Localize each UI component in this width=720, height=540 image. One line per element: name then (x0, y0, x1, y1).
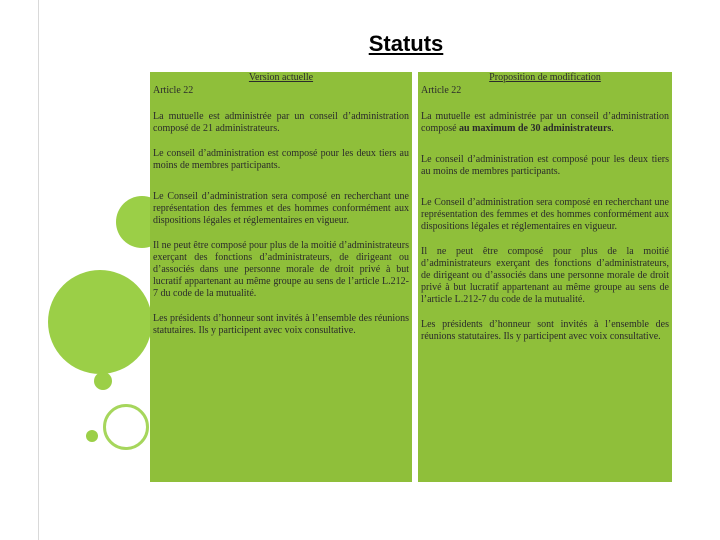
proposed-paragraph-3: Le Conseil d’administration sera composé en recherchant une représentation des femmes et des hommes conformément aux dispositions légales et réglementaires en vigueur. (421, 197, 669, 232)
proposed-paragraph-4: Il ne peut être composé pour plus de la moitié d’administrateurs exerçant des fonctions d’administrateurs, de dirigeant ou d’associés dans une personne morale de droit privé à but lucratif appartenant au même groupe au sens de l’article L.212-7 du code de la mutualité. (421, 246, 669, 305)
proposed-paragraph-1 (418, 111, 672, 135)
current-paragraph-2: Le conseil d’administration est composé pour les deux tiers au moins de membres participants. (153, 148, 409, 171)
proposed-article-label: Article 22 (421, 85, 462, 96)
current-paragraph-5: Les présidents d’honneur sont invités à l’ensemble des réunions statutaires. Ils y participent avec voix consultative. (153, 313, 409, 336)
proposed-paragraph-1-highlight: au maximum de 30 administrateurs (459, 123, 612, 134)
proposed-paragraph-5: Les présidents d’honneur sont invités à l’ensemble des réunions statutaires. Ils y participent avec voix consultative. (421, 319, 669, 342)
decorative-ring (103, 404, 149, 450)
proposed-version-column (418, 72, 672, 482)
current-paragraph-4: Il ne peut être composé pour plus de la moitié d’administrateurs exerçant des fonctions d’administrateurs, de dirigeant ou d’associés dans une personne morale de droit privé à but lucratif appartenant au même groupe au sens de l’article L.212-7 du code de la mutualité. (153, 240, 409, 299)
current-paragraph-3: Le Conseil d’administration sera composé en recherchant une représentation des femmes et des hommes conformément aux dispositions légales et réglementaires en vigueur. (153, 191, 409, 226)
proposed-paragraph-1-suffix: . (611, 123, 614, 134)
current-article-label: Article 22 (153, 85, 194, 96)
proposed-paragraph-2: Le conseil d’administration est composé pour les deux tiers au moins de membres participants. (421, 154, 669, 177)
current-version-header: Version actuelle (248, 72, 314, 83)
slide-title: Statuts (368, 31, 444, 56)
decorative-circle-tiny (86, 430, 98, 442)
decorative-circle-small (94, 372, 112, 390)
current-version-column (150, 72, 412, 482)
proposed-paragraph-1-prefix: La mutuelle est administrée par un conseil d’administration composé (421, 111, 669, 134)
decorative-circle-large (48, 270, 152, 374)
current-paragraph-1: La mutuelle est administrée par un conseil d’administration composé de 21 administrateurs. (153, 111, 409, 134)
proposed-version-header: Proposition de modification (489, 72, 601, 83)
